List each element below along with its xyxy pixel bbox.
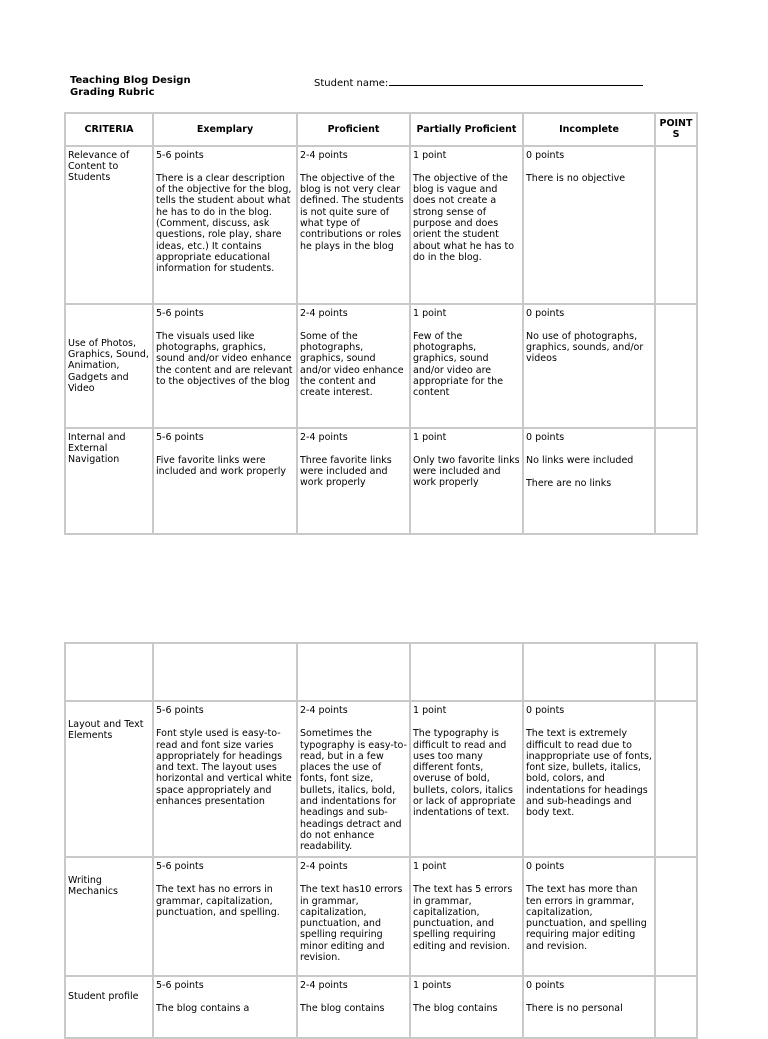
points-cell[interactable] xyxy=(656,977,696,1037)
criteria-cell: Internal and External Navigation xyxy=(66,429,152,533)
incomplete-cell: 0 points There is no objective xyxy=(524,147,654,303)
points-cell[interactable] xyxy=(656,305,696,427)
title-line-1: Teaching Blog Design xyxy=(70,75,191,86)
partial-cell: 1 point The objective of the blog is vague and does not create a strong sense of purpose and does orient the student about what he has to do in the blog. xyxy=(411,147,522,303)
points-cell[interactable] xyxy=(656,147,696,303)
partial-cell: 1 point Few of the photographs, graphics, sound and/or video are appropriate for the content xyxy=(411,305,522,427)
student-name-field xyxy=(314,75,643,90)
partial-cell: 1 point The typography is difficult to read and uses too many different fonts, overuse of bold, bullets, colors, italics or lack of appropriate indentations of text. xyxy=(411,702,522,856)
proficient-cell: 2-4 points Three favorite links were included and work properly xyxy=(298,429,409,533)
blank-cell xyxy=(656,644,696,700)
table-row xyxy=(66,429,696,533)
incomplete-cell: 0 points The text is extremely difficult to read due to inappropriate use of fonts, font size, bullets, italics, bold, colors, and indentations for headings and sub-headings and body text. xyxy=(524,702,654,856)
blank-cell xyxy=(524,644,654,700)
partial-cell: 1 point Only two favorite links were included and work properly xyxy=(411,429,522,533)
criteria-cell: Writing Mechanics xyxy=(66,858,152,975)
title-line-2: Grading Rubric xyxy=(70,87,155,98)
table-row xyxy=(66,305,696,427)
exemplary-cell: 5-6 points The text has no errors in grammar, capitalization, punctuation, and spelling. xyxy=(154,858,296,975)
proficient-cell: 2-4 points The text has10 errors in grammar, capitalization, punctuation, and spelling requiring minor editing and revision. xyxy=(298,858,409,975)
criteria-cell: Layout and Text Elements xyxy=(66,702,152,856)
exemplary-cell: 5-6 points The blog contains a xyxy=(154,977,296,1037)
partial-cell: 1 points The blog contains xyxy=(411,977,522,1037)
proficient-cell: 2-4 points The blog contains xyxy=(298,977,409,1037)
proficient-cell: 2-4 points The objective of the blog is not very clear defined. The students is not quite sure of what type of contributions or roles he plays in the blog xyxy=(298,147,409,303)
exemplary-cell: 5-6 points The visuals used like photographs, graphics, sound and/or video enhance the content and are relevant to the objectives of the blog xyxy=(154,305,296,427)
column-header-points: POINT S xyxy=(656,114,696,145)
criteria-cell: Relevance of Content to Students xyxy=(66,147,152,303)
table-row xyxy=(66,858,696,975)
points-cell[interactable] xyxy=(656,429,696,533)
incomplete-cell: 0 points No links were included There are no links xyxy=(524,429,654,533)
proficient-cell: 2-4 points Some of the photographs, graphics, sound and/or video enhance the content and create interest. xyxy=(298,305,409,427)
points-cell[interactable] xyxy=(656,702,696,856)
proficient-cell: 2-4 points Sometimes the typography is easy-to-read, but in a few places the use of fonts, font size, bullets, italics, bold, and indentations for headings and sub-headings detract and do not enhance readability. xyxy=(298,702,409,856)
table-row xyxy=(66,977,696,1037)
table-row xyxy=(66,147,696,303)
exemplary-cell: 5-6 points There is a clear description of the objective for the blog, tells the student about what he has to do in the blog. (Comment, discuss, ask questions, role play, share ideas, etc.) It contains appropriate educational information for students. xyxy=(154,147,296,303)
student-name-label: Student name: xyxy=(314,78,389,89)
column-header-exemplary: Exemplary xyxy=(154,114,296,145)
table-row xyxy=(66,702,696,856)
incomplete-cell: 0 points The text has more than ten errors in grammar, capitalization, punctuation, and spelling requiring major editing and revision. xyxy=(524,858,654,975)
incomplete-cell: 0 points There is no personal xyxy=(524,977,654,1037)
document-title xyxy=(70,75,191,99)
exemplary-cell: 5-6 points Five favorite links were included and work properly xyxy=(154,429,296,533)
rubric-header-row xyxy=(66,114,696,145)
exemplary-cell: 5-6 points Font style used is easy-to-read and font size varies appropriately for headings and text. The layout uses horizontal and vertical white space appropriately and enhances presentation xyxy=(154,702,296,856)
incomplete-cell: 0 points No use of photographs, graphics, sounds, and/or videos xyxy=(524,305,654,427)
column-header-proficient: Proficient xyxy=(298,114,409,145)
partial-cell: 1 point The text has 5 errors in grammar, capitalization, punctuation, and spelling requiring editing and revision. xyxy=(411,858,522,975)
criteria-cell: Student profile xyxy=(66,977,152,1037)
column-header-partially-proficient: Partially Proficient xyxy=(411,114,522,145)
column-header-incomplete: Incomplete xyxy=(524,114,654,145)
blank-header-row xyxy=(66,644,696,700)
criteria-cell: Use of Photos, Graphics, Sound, Animation, Gadgets and Video xyxy=(66,305,152,427)
rubric-table-2 xyxy=(64,642,698,1039)
rubric-table-1 xyxy=(64,112,698,535)
blank-cell xyxy=(154,644,296,700)
blank-cell xyxy=(66,644,152,700)
column-header-criteria: CRITERIA xyxy=(66,114,152,145)
blank-cell xyxy=(411,644,522,700)
student-name-blank-line xyxy=(389,75,643,86)
blank-cell xyxy=(298,644,409,700)
points-cell[interactable] xyxy=(656,858,696,975)
